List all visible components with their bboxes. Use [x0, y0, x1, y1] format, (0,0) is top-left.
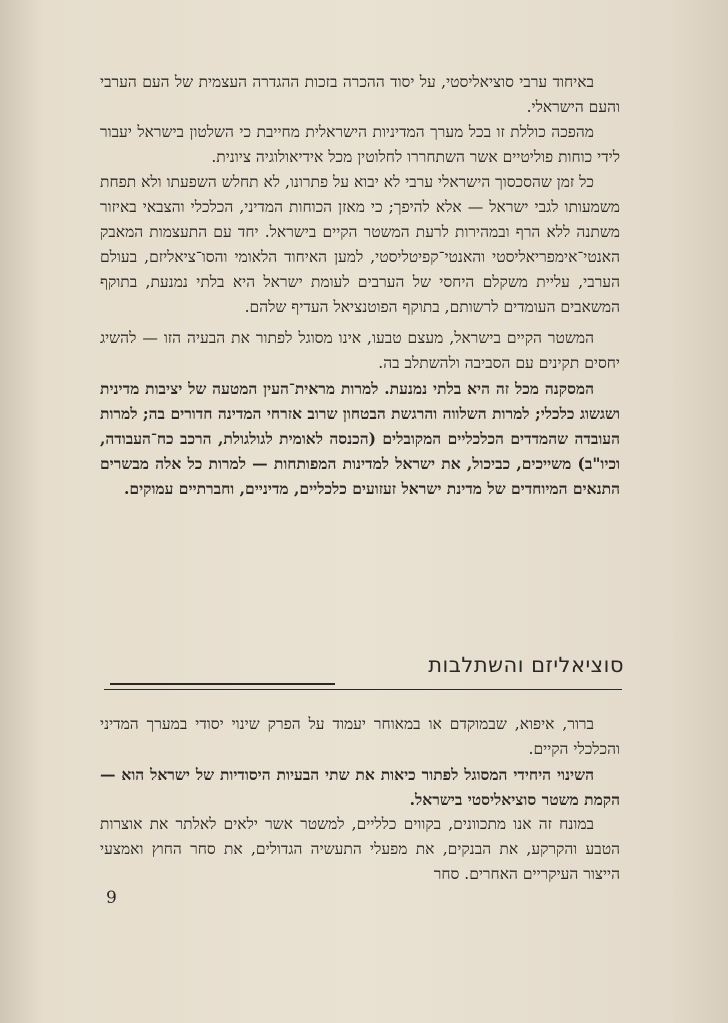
section-heading: סוציאליזם והשתלבות [428, 653, 624, 677]
paragraph: כל זמן שהסכסוך הישראלי ערבי לא יבוא על פתרונו, לא תחלש השפעתו ולא תפחת משמעותו לגבי ישראל — אלא להיפך; כי מאזן הכוחות המדיני, הכלכלי והצבאי באיזור משתנה ללא הרף ובמהירות לרעת המשטר הקיים בישראל. יחד עם התעצמות המאבק האנטי־אימפריאליסטי והאנטי־קפיטליסטי, למען האיחוד הלאומי והסו־ציאליזם, בעולם הערבי, עליית משקלם היחסי של הערבים לעומת ישראל היא בלתי נמנעת, בתוקף המשאבים העומדים לרשותם, בתוקף הפוטנציאל העדיף שלהם. [100, 173, 620, 316]
paragraph-bold: המסקנה מכל זה היא בלתי נמנעת. למרות מראית־העין המטעה של יציבות מדינית ושגשוג כלכלי; למרות השלווה והרגשת הבטחון שרוב אזרחי המדינה חדורים בה; למרות העובדה שהמדדים הכלכליים המקובלים (הכנסה לאומית לגולגולת, הרכב כח־העבודה, וכיו"ב) משייכים, כביכול, את ישראל למדינות המפותחות — למרות כל אלה מבשרים התנאים המיוחדים של מדינת ישראל זעזועים כלכליים, מדיניים, וחברתיים עמוקים. [100, 379, 620, 498]
paragraph-bold: השינוי היחידי המסוגל לפתור כיאות את שתי הבעיות היסודיות של ישראל הוא — הקמת משטר סוציאליסטי בישראל. [100, 765, 620, 809]
paragraph: באיחוד ערבי סוציאליסטי, על יסוד ההכרה בזכות ההגדרה העצמית של העם הערבי והעם הישראלי. [100, 73, 620, 116]
heading-rule-thick [110, 683, 335, 685]
page-number: 9 [106, 888, 117, 908]
heading-rule-thin [104, 689, 622, 690]
bottom-text-block [100, 712, 620, 887]
paragraph: מהפכה כוללת זו בכל מערך המדיניות הישראלית מחייבת כי השלטון בישראל יעבור לידי כוחות פוליטיים אשר השתחררו לחלוטין מכל אידיאולוגיה ציונית. [100, 123, 620, 166]
top-text-block [100, 70, 620, 501]
paragraph: ברור, איפוא, שבמוקדם או במאוחר יעמוד על הפרק שינוי יסודי במערך המדיני והכלכלי הקיים. [100, 715, 620, 758]
paragraph: במונח זה אנו מתכוונים, בקווים כלליים, למשטר אשר ילאים לאלתר את אוצרות הטבע והקרקע, את הבנקים, את מפעלי התעשיה הגדולים, את סחר החוץ ואמצעי הייצור העיקריים האחרים. סחר [100, 815, 620, 883]
paragraph: המשטר הקיים בישראל, מעצם טבעו, אינו מסוגל לפתור את הבעיה הזו — להשיג יחסים תקינים עם הסביבה ולהשתלב בה. [100, 329, 620, 372]
